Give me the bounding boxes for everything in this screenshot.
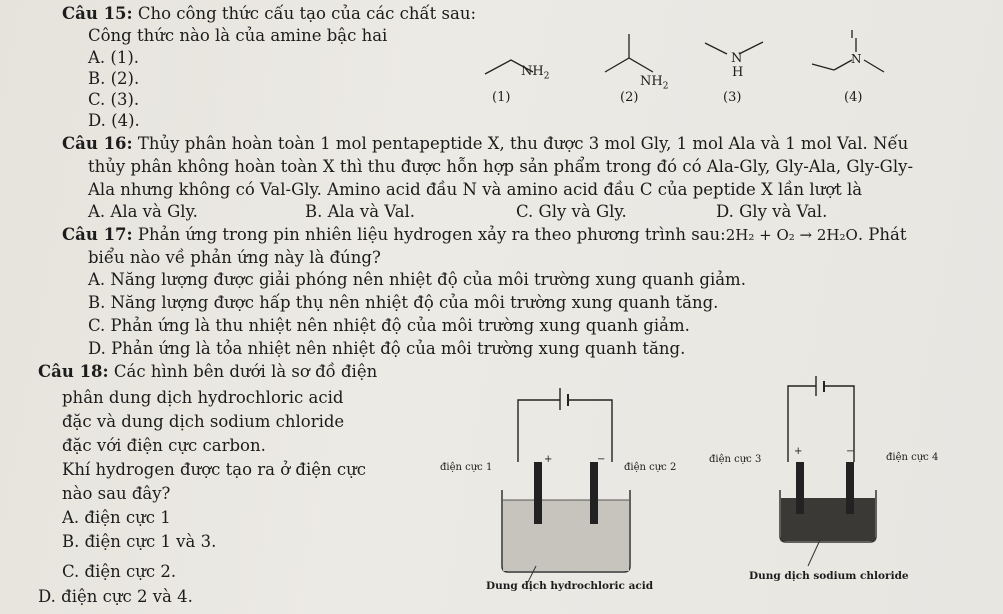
electrolysis-cell-nacl	[770, 370, 890, 570]
molecule-4-number: (4)	[844, 90, 863, 105]
cell2-caption: Dung dịch sodium chloride	[749, 570, 909, 582]
q15-text: Cho công thức cấu tạo của các chất sau:	[137, 4, 477, 23]
q15-option-b[interactable]: B. (2).	[88, 69, 140, 88]
electrode-3-label: điện cực 3	[709, 454, 762, 465]
q18-line-2: phân dung dịch hydrochloric acid	[62, 388, 344, 407]
molecule-3-number: (3)	[723, 90, 742, 105]
electrolysis-cell-hcl	[500, 370, 640, 590]
electrode-3	[796, 462, 804, 514]
cell2-plus-sign: +	[794, 446, 803, 457]
q17-line-2: biểu nào về phản ứng này là đúng?	[88, 248, 381, 267]
q18-line-5: Khí hydrogen được tạo ra ở điện cực	[62, 460, 366, 479]
q18-line-3: đặc và dung dịch sodium chloride	[62, 412, 345, 431]
q18-label: Câu 18:	[38, 362, 109, 381]
q16-line-2: thủy phân không hoàn toàn X thì thu được hỗn hợp sản phẩm trong đó có Ala-Gly, Gly-Ala, Gly-Gly-	[88, 157, 914, 176]
electrode-4-label: điện cực 4	[886, 452, 939, 463]
molecule-3-nitrogen: N	[731, 51, 743, 66]
q18-option-c[interactable]: C. điện cực 2.	[62, 562, 177, 581]
q18-option-a[interactable]: A. điện cực 1	[62, 508, 171, 527]
molecule-3-hydrogen: H	[732, 65, 744, 80]
q16-option-d[interactable]: D. Gly và Val.	[716, 202, 828, 221]
q16-label: Câu 16:	[62, 134, 133, 153]
molecule-2-number: (2)	[620, 90, 639, 105]
electrode-1	[534, 462, 542, 524]
q15-label: Câu 15:	[62, 4, 133, 23]
q17-option-a[interactable]: A. Năng lượng được giải phóng nên nhiệt độ của môi trường xung quanh giảm.	[88, 270, 746, 289]
cell1-wire-right	[568, 400, 612, 462]
q18-option-d[interactable]: D. điện cực 2 và 4.	[38, 587, 193, 606]
electrode-1-label: điện cực 1	[440, 462, 493, 473]
q15-option-d[interactable]: D. (4).	[88, 111, 140, 130]
q17-equation: 2H₂ + O₂ → 2H₂O	[725, 226, 858, 244]
electrode-2-label: điện cực 2	[624, 462, 677, 473]
q17-option-b[interactable]: B. Năng lượng được hấp thụ nên nhiệt độ của môi trường xung quanh tăng.	[88, 293, 719, 312]
q16-line-1	[62, 134, 908, 154]
electrode-2	[590, 462, 598, 524]
cell1-solution	[503, 500, 629, 571]
q18-option-b[interactable]: B. điện cực 1 và 3.	[62, 532, 217, 551]
molecule-4-nitrogen: N	[851, 52, 862, 66]
q17-option-d[interactable]: D. Phản ứng là tỏa nhiệt nên nhiệt độ của môi trường xung quanh tăng.	[88, 339, 686, 358]
q17-text-1b: . Phát	[857, 225, 907, 244]
q15-option-c[interactable]: C. (3).	[88, 90, 140, 109]
q15-option-a[interactable]: A. (1).	[88, 48, 140, 67]
q16-option-a[interactable]: A. Ala và Gly.	[88, 202, 198, 221]
q15-question: Công thức nào là của amine bậc hai	[88, 26, 388, 45]
q17-line-1	[62, 225, 907, 245]
q16-text-1: Thủy phân hoàn toàn 1 mol pentapeptide X, thu được 3 mol Gly, 1 mol Ala và 1 mol Val. Nếu	[137, 134, 909, 153]
q17-label: Câu 17:	[62, 225, 133, 244]
molecule-1-group: $NH_2$	[521, 64, 550, 82]
cell2-solution	[781, 498, 875, 541]
q16-option-b[interactable]: B. Ala và Val.	[305, 202, 416, 221]
q17-text-1: Phản ứng trong pin nhiên liệu hydrogen xảy ra theo phương trình sau:	[137, 225, 726, 244]
molecule-1-number: (1)	[492, 90, 511, 105]
molecule-2-group: $NH_2$	[640, 74, 669, 92]
q18-line-6: nào sau đây?	[62, 484, 171, 503]
cell2-minus-sign: −	[846, 446, 855, 457]
cell1-wire-left	[518, 400, 560, 462]
q16-line-3: Ala nhưng không có Val-Gly. Amino acid đầu N và amino acid đầu C của peptide X lần lượt là	[88, 180, 863, 199]
cell1-minus-sign: −	[597, 454, 606, 465]
cell1-caption: Dung dịch hydrochloric acid	[486, 580, 654, 592]
q16-option-c[interactable]: C. Gly và Gly.	[516, 202, 627, 221]
electrode-4	[846, 462, 854, 514]
cell1-plus-sign: +	[544, 454, 553, 465]
q18-line-4: đặc với điện cực carbon.	[62, 436, 266, 455]
q17-option-c[interactable]: C. Phản ứng là thu nhiệt nên nhiệt độ của môi trường xung quanh giảm.	[88, 316, 690, 335]
q15-heading	[62, 4, 476, 24]
q18-line-1	[38, 362, 377, 382]
q18-text-1: Các hình bên dưới là sơ đồ điện	[113, 362, 378, 381]
